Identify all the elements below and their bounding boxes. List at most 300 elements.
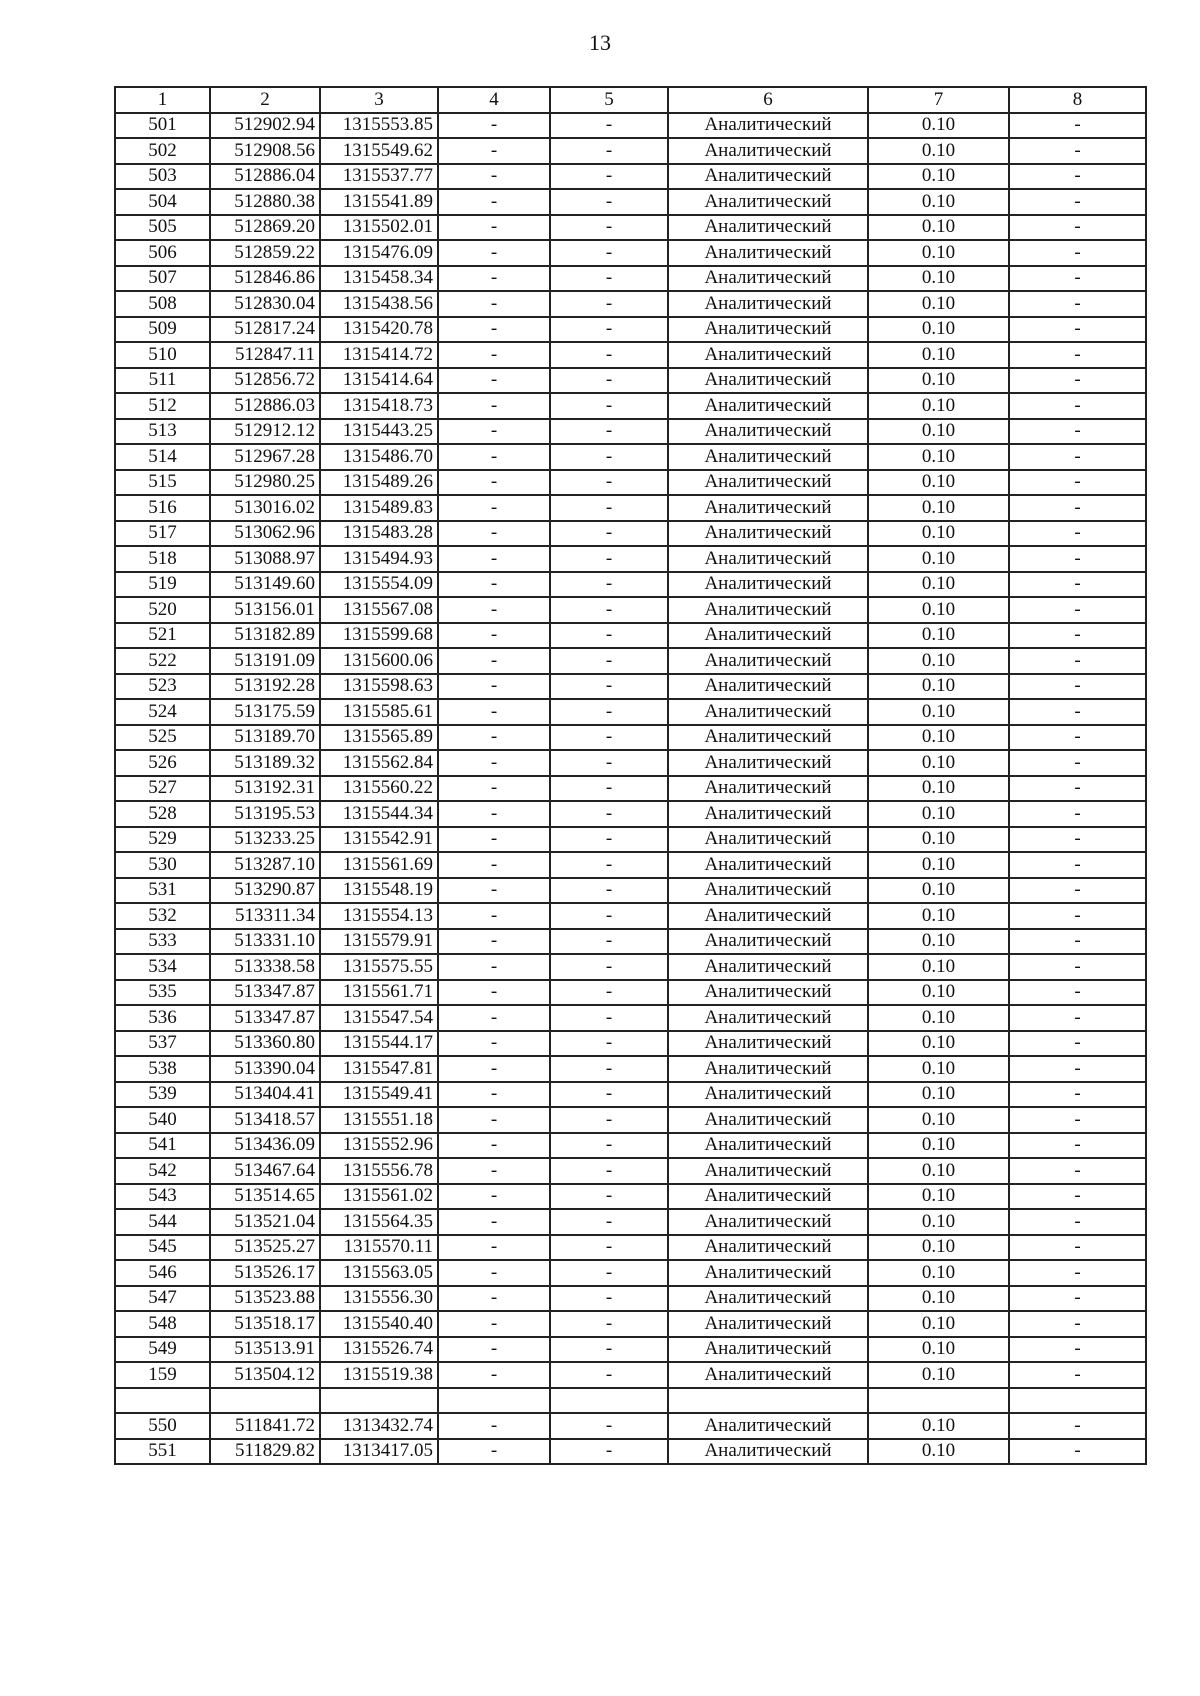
column-4-cell: - — [438, 240, 550, 266]
x-coordinate-cell: 513514.65 — [210, 1184, 320, 1210]
method-cell: Аналитический — [668, 1439, 868, 1465]
point-number-cell: 550 — [115, 1413, 210, 1439]
table-row — [115, 1286, 1146, 1312]
accuracy-cell: 0.10 — [868, 623, 1009, 649]
x-coordinate-cell: 511841.72 — [210, 1413, 320, 1439]
accuracy-cell: 0.10 — [868, 648, 1009, 674]
point-number-cell: 551 — [115, 1439, 210, 1465]
point-number-cell: 519 — [115, 572, 210, 598]
point-number-cell: 512 — [115, 393, 210, 419]
table-row — [115, 495, 1146, 521]
accuracy-cell: 0.10 — [868, 1362, 1009, 1388]
x-coordinate-cell: 512908.56 — [210, 138, 320, 164]
column-5-cell: - — [550, 954, 668, 980]
table-row — [115, 1031, 1146, 1057]
column-8-cell: - — [1009, 368, 1146, 394]
x-coordinate-cell: 513338.58 — [210, 954, 320, 980]
header-cell: 1 — [115, 87, 210, 113]
accuracy-cell: 0.10 — [868, 393, 1009, 419]
accuracy-cell: 0.10 — [868, 189, 1009, 215]
x-coordinate-cell: 513290.87 — [210, 878, 320, 904]
y-coordinate-cell: 1315541.89 — [320, 189, 438, 215]
column-4-cell: - — [438, 674, 550, 700]
column-8-cell: - — [1009, 419, 1146, 445]
column-8-cell: - — [1009, 776, 1146, 802]
point-number-cell: 510 — [115, 342, 210, 368]
x-coordinate-cell: 512967.28 — [210, 444, 320, 470]
column-4-cell: - — [438, 138, 550, 164]
method-cell: Аналитический — [668, 470, 868, 496]
header-cell: 3 — [320, 87, 438, 113]
y-coordinate-cell: 1315414.72 — [320, 342, 438, 368]
y-coordinate-cell: 1315570.11 — [320, 1235, 438, 1261]
column-5-cell: - — [550, 572, 668, 598]
column-8-cell: - — [1009, 852, 1146, 878]
method-cell: Аналитический — [668, 1031, 868, 1057]
y-coordinate-cell: 1315549.62 — [320, 138, 438, 164]
x-coordinate-cell: 512847.11 — [210, 342, 320, 368]
x-coordinate-cell: 512869.20 — [210, 215, 320, 241]
table-row — [115, 1082, 1146, 1108]
column-8-cell: - — [1009, 1031, 1146, 1057]
x-coordinate-cell: 512859.22 — [210, 240, 320, 266]
header-cell: 6 — [668, 87, 868, 113]
column-8-cell: - — [1009, 1235, 1146, 1261]
accuracy-cell: 0.10 — [868, 546, 1009, 572]
column-5-cell: - — [550, 189, 668, 215]
column-5-cell: - — [550, 393, 668, 419]
x-coordinate-cell: 513523.88 — [210, 1286, 320, 1312]
column-4-cell: - — [438, 1107, 550, 1133]
point-number-cell: 541 — [115, 1133, 210, 1159]
accuracy-cell: 0.10 — [868, 929, 1009, 955]
column-5-cell: - — [550, 597, 668, 623]
column-5-cell: - — [550, 444, 668, 470]
point-number-cell: 540 — [115, 1107, 210, 1133]
column-4-cell: - — [438, 1311, 550, 1337]
column-5-cell: - — [550, 750, 668, 776]
column-4-cell: - — [438, 521, 550, 547]
y-coordinate-cell: 1315560.22 — [320, 776, 438, 802]
table-row — [115, 215, 1146, 241]
column-8-cell: - — [1009, 1439, 1146, 1465]
accuracy-cell: 0.10 — [868, 1005, 1009, 1031]
method-cell — [668, 1388, 868, 1414]
method-cell: Аналитический — [668, 113, 868, 139]
column-4-cell: - — [438, 1031, 550, 1057]
y-coordinate-cell: 1315458.34 — [320, 266, 438, 292]
column-5-cell: - — [550, 521, 668, 547]
method-cell: Аналитический — [668, 1337, 868, 1363]
column-5-cell: - — [550, 1107, 668, 1133]
x-coordinate-cell: 513311.34 — [210, 903, 320, 929]
method-cell: Аналитический — [668, 291, 868, 317]
method-cell: Аналитический — [668, 801, 868, 827]
column-8-cell: - — [1009, 1107, 1146, 1133]
column-4-cell: - — [438, 1235, 550, 1261]
method-cell: Аналитический — [668, 1158, 868, 1184]
table-row — [115, 240, 1146, 266]
accuracy-cell: 0.10 — [868, 903, 1009, 929]
method-cell: Аналитический — [668, 597, 868, 623]
y-coordinate-cell: 1313417.05 — [320, 1439, 438, 1465]
table-row — [115, 852, 1146, 878]
y-coordinate-cell: 1315556.30 — [320, 1286, 438, 1312]
point-number-cell: 542 — [115, 1158, 210, 1184]
y-coordinate-cell: 1315561.02 — [320, 1184, 438, 1210]
column-5-cell: - — [550, 776, 668, 802]
column-5-cell: - — [550, 725, 668, 751]
x-coordinate-cell: 513404.41 — [210, 1082, 320, 1108]
x-coordinate-cell: 513016.02 — [210, 495, 320, 521]
method-cell: Аналитический — [668, 827, 868, 853]
column-8-cell: - — [1009, 164, 1146, 190]
column-4-cell: - — [438, 827, 550, 853]
accuracy-cell: 0.10 — [868, 444, 1009, 470]
page-number: 13 — [589, 30, 611, 55]
method-cell: Аналитический — [668, 240, 868, 266]
x-coordinate-cell: 512980.25 — [210, 470, 320, 496]
method-cell: Аналитический — [668, 725, 868, 751]
accuracy-cell: 0.10 — [868, 1209, 1009, 1235]
column-8-cell: - — [1009, 597, 1146, 623]
column-8-cell: - — [1009, 1286, 1146, 1312]
column-8-cell: - — [1009, 1311, 1146, 1337]
column-5-cell: - — [550, 1337, 668, 1363]
column-5-cell: - — [550, 240, 668, 266]
accuracy-cell: 0.10 — [868, 1158, 1009, 1184]
table-row — [115, 419, 1146, 445]
column-4-cell: - — [438, 954, 550, 980]
accuracy-cell: 0.10 — [868, 1260, 1009, 1286]
y-coordinate-cell: 1313432.74 — [320, 1413, 438, 1439]
column-8-cell: - — [1009, 1158, 1146, 1184]
x-coordinate-cell: 512817.24 — [210, 317, 320, 343]
column-4-cell: - — [438, 1056, 550, 1082]
column-8-cell: - — [1009, 189, 1146, 215]
header-cell: 4 — [438, 87, 550, 113]
column-8-cell: - — [1009, 1337, 1146, 1363]
y-coordinate-cell: 1315600.06 — [320, 648, 438, 674]
table-row — [115, 776, 1146, 802]
x-coordinate-cell: 513525.27 — [210, 1235, 320, 1261]
point-number-cell: 511 — [115, 368, 210, 394]
accuracy-cell: 0.10 — [868, 1311, 1009, 1337]
table-row — [115, 546, 1146, 572]
method-cell: Аналитический — [668, 138, 868, 164]
column-5-cell: - — [550, 1260, 668, 1286]
x-coordinate-cell: 513192.31 — [210, 776, 320, 802]
column-8-cell: - — [1009, 495, 1146, 521]
table-row — [115, 113, 1146, 139]
x-coordinate-cell: 513088.97 — [210, 546, 320, 572]
column-5-cell: - — [550, 980, 668, 1006]
accuracy-cell: 0.10 — [868, 827, 1009, 853]
y-coordinate-cell: 1315599.68 — [320, 623, 438, 649]
x-coordinate-cell: 513418.57 — [210, 1107, 320, 1133]
column-5-cell: - — [550, 623, 668, 649]
column-8-cell: - — [1009, 470, 1146, 496]
column-5-cell: - — [550, 1031, 668, 1057]
column-8-cell: - — [1009, 1209, 1146, 1235]
point-number-cell: 503 — [115, 164, 210, 190]
column-4-cell: - — [438, 572, 550, 598]
header-cell: 7 — [868, 87, 1009, 113]
column-5-cell: - — [550, 801, 668, 827]
y-coordinate-cell: 1315544.17 — [320, 1031, 438, 1057]
point-number-cell: 532 — [115, 903, 210, 929]
method-cell: Аналитический — [668, 750, 868, 776]
column-4-cell: - — [438, 776, 550, 802]
point-number-cell: 536 — [115, 1005, 210, 1031]
column-5-cell: - — [550, 1005, 668, 1031]
method-cell: Аналитический — [668, 776, 868, 802]
table-row — [115, 368, 1146, 394]
table-row — [115, 572, 1146, 598]
column-5-cell: - — [550, 1362, 668, 1388]
table-row — [115, 393, 1146, 419]
method-cell: Аналитический — [668, 1107, 868, 1133]
table-row — [115, 521, 1146, 547]
column-5-cell: - — [550, 495, 668, 521]
point-number-cell: 531 — [115, 878, 210, 904]
y-coordinate-cell: 1315561.69 — [320, 852, 438, 878]
column-4-cell: - — [438, 801, 550, 827]
table-row — [115, 1413, 1146, 1439]
point-number-cell: 509 — [115, 317, 210, 343]
table-row — [115, 1439, 1146, 1465]
column-5-cell: - — [550, 1439, 668, 1465]
accuracy-cell: 0.10 — [868, 1107, 1009, 1133]
x-coordinate-cell: 513191.09 — [210, 648, 320, 674]
accuracy-cell: 0.10 — [868, 1031, 1009, 1057]
point-number-cell: 520 — [115, 597, 210, 623]
column-4-cell: - — [438, 648, 550, 674]
x-coordinate-cell: 513233.25 — [210, 827, 320, 853]
accuracy-cell: 0.10 — [868, 368, 1009, 394]
accuracy-cell: 0.10 — [868, 266, 1009, 292]
y-coordinate-cell: 1315552.96 — [320, 1133, 438, 1159]
column-8-cell: - — [1009, 266, 1146, 292]
accuracy-cell: 0.10 — [868, 801, 1009, 827]
accuracy-cell: 0.10 — [868, 164, 1009, 190]
y-coordinate-cell — [320, 1388, 438, 1414]
column-4-cell — [438, 1388, 550, 1414]
coordinates-table — [114, 86, 1147, 1465]
column-4-cell: - — [438, 1158, 550, 1184]
point-number-cell — [115, 1388, 210, 1414]
column-5-cell: - — [550, 852, 668, 878]
y-coordinate-cell: 1315502.01 — [320, 215, 438, 241]
column-5-cell: - — [550, 674, 668, 700]
method-cell: Аналитический — [668, 1056, 868, 1082]
method-cell: Аналитический — [668, 954, 868, 980]
point-number-cell: 530 — [115, 852, 210, 878]
column-5-cell: - — [550, 266, 668, 292]
accuracy-cell: 0.10 — [868, 1413, 1009, 1439]
table-row — [115, 1133, 1146, 1159]
column-4-cell: - — [438, 1362, 550, 1388]
column-4-cell: - — [438, 1337, 550, 1363]
method-cell: Аналитический — [668, 1209, 868, 1235]
column-8-cell: - — [1009, 725, 1146, 751]
x-coordinate-cell: 513149.60 — [210, 572, 320, 598]
column-4-cell: - — [438, 189, 550, 215]
table-row — [115, 1337, 1146, 1363]
accuracy-cell: 0.10 — [868, 113, 1009, 139]
method-cell: Аналитический — [668, 648, 868, 674]
column-4-cell: - — [438, 419, 550, 445]
column-5-cell: - — [550, 1311, 668, 1337]
y-coordinate-cell: 1315564.35 — [320, 1209, 438, 1235]
x-coordinate-cell: 513504.12 — [210, 1362, 320, 1388]
point-number-cell: 544 — [115, 1209, 210, 1235]
y-coordinate-cell: 1315575.55 — [320, 954, 438, 980]
column-8-cell: - — [1009, 699, 1146, 725]
x-coordinate-cell: 512912.12 — [210, 419, 320, 445]
x-coordinate-cell: 512856.72 — [210, 368, 320, 394]
table-row — [115, 980, 1146, 1006]
column-4-cell: - — [438, 1082, 550, 1108]
column-4-cell: - — [438, 1439, 550, 1465]
method-cell: Аналитический — [668, 266, 868, 292]
column-8-cell: - — [1009, 674, 1146, 700]
column-4-cell: - — [438, 980, 550, 1006]
point-number-cell: 513 — [115, 419, 210, 445]
x-coordinate-cell: 512886.04 — [210, 164, 320, 190]
x-coordinate-cell: 513192.28 — [210, 674, 320, 700]
table-row — [115, 1158, 1146, 1184]
column-4-cell: - — [438, 597, 550, 623]
method-cell: Аналитический — [668, 1286, 868, 1312]
accuracy-cell: 0.10 — [868, 980, 1009, 1006]
point-number-cell: 525 — [115, 725, 210, 751]
column-8-cell: - — [1009, 980, 1146, 1006]
point-number-cell: 548 — [115, 1311, 210, 1337]
point-number-cell: 159 — [115, 1362, 210, 1388]
column-4-cell: - — [438, 317, 550, 343]
table-row — [115, 1209, 1146, 1235]
column-5-cell: - — [550, 368, 668, 394]
column-4-cell: - — [438, 444, 550, 470]
column-5-cell: - — [550, 878, 668, 904]
table-row — [115, 164, 1146, 190]
table-row — [115, 1005, 1146, 1031]
table-body — [115, 87, 1146, 1464]
column-4-cell: - — [438, 291, 550, 317]
column-8-cell: - — [1009, 1184, 1146, 1210]
column-8-cell: - — [1009, 954, 1146, 980]
table-row — [115, 1260, 1146, 1286]
column-8-cell: - — [1009, 113, 1146, 139]
column-5-cell: - — [550, 929, 668, 955]
y-coordinate-cell: 1315547.81 — [320, 1056, 438, 1082]
y-coordinate-cell: 1315598.63 — [320, 674, 438, 700]
y-coordinate-cell: 1315420.78 — [320, 317, 438, 343]
method-cell: Аналитический — [668, 444, 868, 470]
y-coordinate-cell: 1315494.93 — [320, 546, 438, 572]
column-8-cell: - — [1009, 1133, 1146, 1159]
point-number-cell: 539 — [115, 1082, 210, 1108]
column-5-cell: - — [550, 291, 668, 317]
x-coordinate-cell: 511829.82 — [210, 1439, 320, 1465]
column-5-cell: - — [550, 827, 668, 853]
table-row — [115, 444, 1146, 470]
column-8-cell: - — [1009, 801, 1146, 827]
x-coordinate-cell: 513467.64 — [210, 1158, 320, 1184]
y-coordinate-cell: 1315547.54 — [320, 1005, 438, 1031]
y-coordinate-cell: 1315551.18 — [320, 1107, 438, 1133]
column-8-cell: - — [1009, 546, 1146, 572]
y-coordinate-cell: 1315556.78 — [320, 1158, 438, 1184]
point-number-cell: 518 — [115, 546, 210, 572]
y-coordinate-cell: 1315554.09 — [320, 572, 438, 598]
table-row — [115, 1235, 1146, 1261]
column-4-cell: - — [438, 342, 550, 368]
column-8-cell: - — [1009, 572, 1146, 598]
accuracy-cell: 0.10 — [868, 1439, 1009, 1465]
column-8-cell: - — [1009, 903, 1146, 929]
point-number-cell: 507 — [115, 266, 210, 292]
point-number-cell: 529 — [115, 827, 210, 853]
method-cell: Аналитический — [668, 572, 868, 598]
method-cell: Аналитический — [668, 342, 868, 368]
accuracy-cell: 0.10 — [868, 1082, 1009, 1108]
x-coordinate-cell: 513175.59 — [210, 699, 320, 725]
point-number-cell: 506 — [115, 240, 210, 266]
table-row — [115, 597, 1146, 623]
table-row — [115, 929, 1146, 955]
column-4-cell: - — [438, 852, 550, 878]
x-coordinate-cell: 513513.91 — [210, 1337, 320, 1363]
method-cell: Аналитический — [668, 546, 868, 572]
table-row — [115, 699, 1146, 725]
column-4-cell: - — [438, 1286, 550, 1312]
table-row — [115, 1184, 1146, 1210]
column-8-cell — [1009, 1388, 1146, 1414]
point-number-cell: 528 — [115, 801, 210, 827]
column-4-cell: - — [438, 878, 550, 904]
point-number-cell: 504 — [115, 189, 210, 215]
method-cell: Аналитический — [668, 189, 868, 215]
column-4-cell: - — [438, 1005, 550, 1031]
x-coordinate-cell: 513062.96 — [210, 521, 320, 547]
table-row — [115, 266, 1146, 292]
method-cell: Аналитический — [668, 929, 868, 955]
column-4-cell: - — [438, 368, 550, 394]
x-coordinate-cell — [210, 1388, 320, 1414]
y-coordinate-cell: 1315483.28 — [320, 521, 438, 547]
accuracy-cell: 0.10 — [868, 674, 1009, 700]
accuracy-cell: 0.10 — [868, 750, 1009, 776]
method-cell: Аналитический — [668, 317, 868, 343]
y-coordinate-cell: 1315519.38 — [320, 1362, 438, 1388]
column-4-cell: - — [438, 1413, 550, 1439]
table-row — [115, 648, 1146, 674]
table-row — [115, 1107, 1146, 1133]
x-coordinate-cell: 513390.04 — [210, 1056, 320, 1082]
column-4-cell: - — [438, 623, 550, 649]
accuracy-cell: 0.10 — [868, 878, 1009, 904]
accuracy-cell: 0.10 — [868, 1286, 1009, 1312]
method-cell: Аналитический — [668, 878, 868, 904]
accuracy-cell: 0.10 — [868, 215, 1009, 241]
column-5-cell: - — [550, 1184, 668, 1210]
method-cell: Аналитический — [668, 699, 868, 725]
x-coordinate-cell: 513189.32 — [210, 750, 320, 776]
method-cell: Аналитический — [668, 495, 868, 521]
accuracy-cell: 0.10 — [868, 1056, 1009, 1082]
